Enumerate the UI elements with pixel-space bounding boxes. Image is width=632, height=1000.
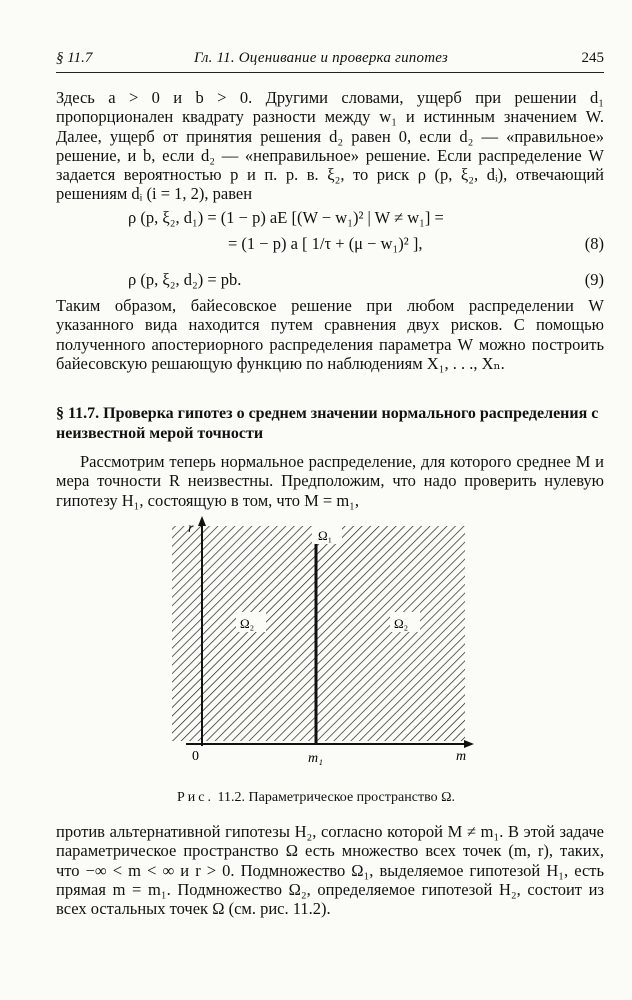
caption-prefix: Рис. — [177, 790, 215, 805]
header-section: § 11.7 — [56, 50, 93, 66]
paragraph-3 — [56, 452, 604, 510]
axis-x-label: m — [456, 749, 467, 764]
paragraph-2 — [56, 296, 604, 373]
header-chapter-title: Гл. 11. Оценивание и проверка гипотез — [194, 50, 448, 66]
paragraph-2-text: Таким образом, байесовское решение при любом распределении W указанного вида находится путем сравнения двух рисков. С помощью полученного апостериорного распределения параметра W можно построить байесовскую решающую функцию по наблюдениям X₁, . . ., Xₙ. — [56, 296, 604, 373]
omega2-left-label: Ω₂ — [240, 616, 255, 631]
hatched-region — [172, 526, 465, 741]
origin-label: 0 — [192, 749, 199, 764]
paragraph-3-text: Рассмотрим теперь нормальное распределение, для которого среднее M и мера точности R неизвестны. Предположим, что надо проверить нулевую гипотезу H₁, состоящую в том, что M = m₁, — [56, 452, 604, 510]
axis-y-label: r — [188, 521, 194, 536]
paragraph-4-text: против альтернативной гипотезы H₂, согласно которой M ≠ m₁. В этой задаче параметрическое пространство Ω есть множество всех точек (m, r), таких, что −∞ < m < ∞ и r > 0. Подмножество Ω₁, выделяемое гипотезой H₁, есть прямая m = m₁. Подмножество Ω₂, определяемое гипотезой H₂, состоит из всех остальных точек Ω (см. рис. 11.2). — [56, 822, 604, 919]
paragraph-1-text: Здесь a > 0 и b > 0. Другими словами, ущерб при решении d₁ пропорционален квадрату разности между w₁ и истинным значением W. Далее, ущерб от принятия решения d₂ равен 0, если d₂ — «правильное» решение, и b, если d₂ — «неправильное» решение. Если распределение W задается вероятностью p и п. р. в. ξ₂, то риск ρ (p, ξ₂, dᵢ), отвечающий решениям dᵢ (i = 1, 2), равен — [56, 88, 604, 204]
figure-svg — [168, 516, 488, 766]
equation-8-number: (8) — [584, 234, 604, 253]
equation-9-number: (9) — [584, 270, 604, 289]
equation-9: ρ (p, ξ₂, d₂) = pb. — [128, 270, 242, 289]
x-axis-arrow — [464, 740, 474, 748]
y-axis-arrow — [198, 516, 206, 526]
running-header — [44, 50, 604, 72]
page-number: 245 — [581, 50, 604, 66]
equation-8-line-1: ρ (p, ξ₂, d₁) = (1 − p) aE [(W − w₁)² | W ≠ w₁] = — [128, 208, 444, 227]
omega2-right-label: Ω₂ — [394, 616, 409, 631]
omega1-label: Ω₁ — [318, 528, 333, 543]
header-rule — [56, 72, 604, 73]
paragraph-4 — [56, 822, 604, 918]
equation-8-line-2: = (1 − p) a [ 1/τ + (μ − w₁)² ], — [228, 234, 423, 253]
tick-label-m1: m₁ — [308, 751, 323, 766]
figure-parameter-space — [168, 516, 488, 766]
caption-text: 11.2. Параметрическое пространство Ω. — [217, 790, 455, 805]
section-heading: § 11.7. Проверка гипотез о среднем значении нормального распределения с неизвестной мерой точности — [56, 405, 599, 442]
figure-caption — [0, 790, 632, 806]
paragraph-1 — [56, 88, 604, 204]
